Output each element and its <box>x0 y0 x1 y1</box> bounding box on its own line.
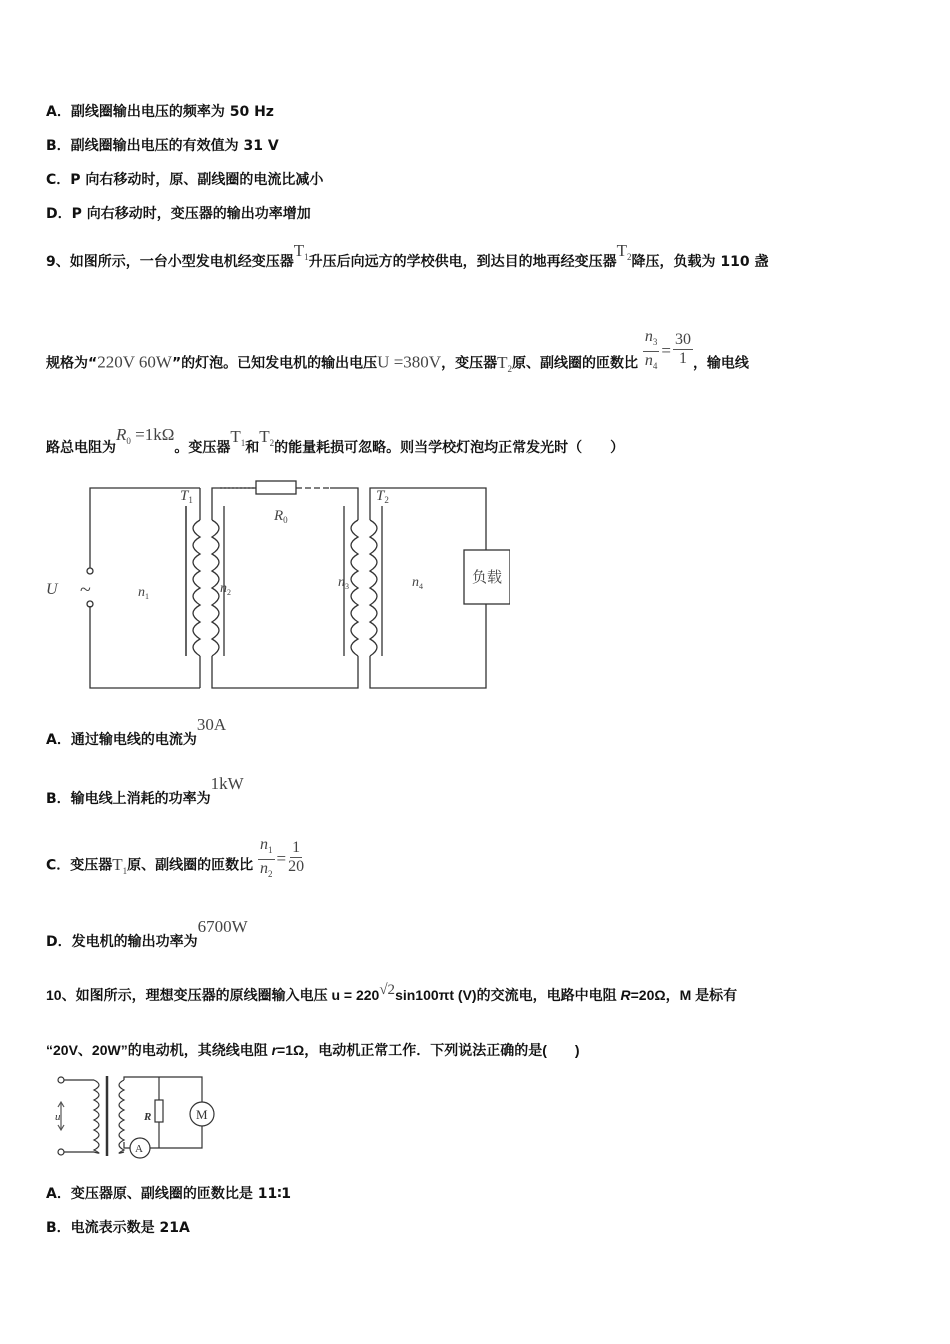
q9-turns-ratio: $\frac{n_3}{n_4}$ <box>644 328 658 371</box>
q9-resistance: $R_0 =1k\Omega$ <box>116 425 175 446</box>
ammeter-icon: A <box>135 1143 143 1155</box>
q10-circuit-diagram <box>52 1072 222 1168</box>
q9-text: 规格为“ <box>46 355 98 372</box>
q9-lamp-spec: 220V 60W <box>97 352 172 372</box>
q10-stem-line2: “20V、20W”的电动机，其绕线电阻 r=1Ω，电动机正常工作．下列说法正确的是( ) <box>46 1042 580 1058</box>
q9-text: ”的灯泡。已知发电机的输出电压 <box>171 355 378 372</box>
q8-option-d: D．P 向右移动时，变压器的输出功率增加 <box>46 206 311 222</box>
q9-option-c-ratio: $\frac{n_1}{n_2}$ <box>260 836 273 879</box>
motor-icon: M <box>196 1107 208 1122</box>
q9-t2: $T_2$ <box>616 241 632 262</box>
label-r: R <box>144 1111 152 1123</box>
q9-t2-ref: $T_2$ <box>497 352 512 374</box>
q9-voltage: U =380V <box>377 352 442 372</box>
label-n1: $n_1$ <box>138 585 149 601</box>
equals-sign: = <box>661 340 671 360</box>
q9-text: ，变压器 <box>441 355 498 372</box>
q9-text: 的能量耗损可忽略。则当学校灯泡均正常发光时（ ） <box>274 440 625 456</box>
q9-text: 降压，负载为 110 盏 <box>631 254 769 270</box>
label-t1: $T_1$ <box>180 488 193 505</box>
sqrt-two: √2 <box>379 982 396 998</box>
q9-t1-ref: $T_1$ <box>112 854 128 876</box>
label-r0: $R_0$ <box>274 508 288 525</box>
q9-t2-ref: $T_2$ <box>259 427 275 448</box>
q9-t1-ref: $T_1$ <box>230 427 246 448</box>
q8-option-b: B．副线圈输出电压的有效值为 31 V <box>46 138 279 154</box>
q9-text: 9、如图所示，一台小型发电机经变压器 <box>46 254 294 270</box>
q9-stem-line2 <box>46 328 749 380</box>
q9-option-d: D．发电机的输出功率为6700W <box>46 917 248 950</box>
q9-option-a: A．通过输电线的电流为30A <box>46 715 227 748</box>
label-u: u <box>55 1111 61 1123</box>
q9-stem-line1 <box>46 241 769 276</box>
q9-t1: $T_1$ <box>293 241 309 262</box>
label-load: 负载 <box>472 568 503 586</box>
ac-source-icon: ~ <box>80 579 91 601</box>
label-n2: $n_2$ <box>220 581 231 597</box>
q9-option-b: B．输电线上消耗的功率为1kW <box>46 774 244 807</box>
label-t2: $T_2$ <box>376 488 389 505</box>
label-n3: $n_3$ <box>338 575 349 591</box>
q9-text: 。变压器 <box>174 440 231 456</box>
q9-circuit-diagram <box>40 478 510 698</box>
q9-option-c: C．变压器$T_1$原、副线圈的匝数比 $\frac{n_1}{n_2}$ = $\frac{1}{20}$ <box>46 842 304 882</box>
q9-stem-line3 <box>46 425 625 462</box>
equals-sign: = <box>276 848 287 868</box>
q9-text: ，输电线 <box>692 355 749 372</box>
q9-option-d-value: 6700W <box>197 917 248 936</box>
label-n4: $n_4$ <box>412 575 423 591</box>
q10-option-a: A．变压器原、副线圈的匝数比是 11∶1 <box>46 1186 292 1202</box>
q9-text: 路总电阻为 <box>46 440 116 456</box>
q10-stem-line1: 10、如图所示，理想变压器的原线圈输入电压 u = 220√2sin100πt (V)的交流电，电路中电阻 R=20Ω，M 是标有 <box>46 982 738 1003</box>
q10-option-b: B．电流表示数是 21A <box>46 1220 190 1236</box>
label-u: U <box>46 581 58 598</box>
q9-option-a-value: 30A <box>196 715 227 734</box>
q9-option-c-value: $\frac{1}{20}$ <box>288 839 305 875</box>
q9-text: 和 <box>245 440 260 456</box>
q9-text: 原、副线圈的匝数比 <box>511 355 638 372</box>
q8-option-a: A．副线圈输出电压的频率为 50 Hz <box>46 104 274 120</box>
q9-text: 升压后向远方的学校供电，到达目的地再经变压器 <box>308 254 617 270</box>
q9-option-b-value: 1kW <box>210 774 244 793</box>
q8-option-c: C．P 向右移动时，原、副线圈的电流比减小 <box>46 172 324 188</box>
q9-turns-ratio-value: $\frac{30}{1}$ <box>674 331 691 367</box>
